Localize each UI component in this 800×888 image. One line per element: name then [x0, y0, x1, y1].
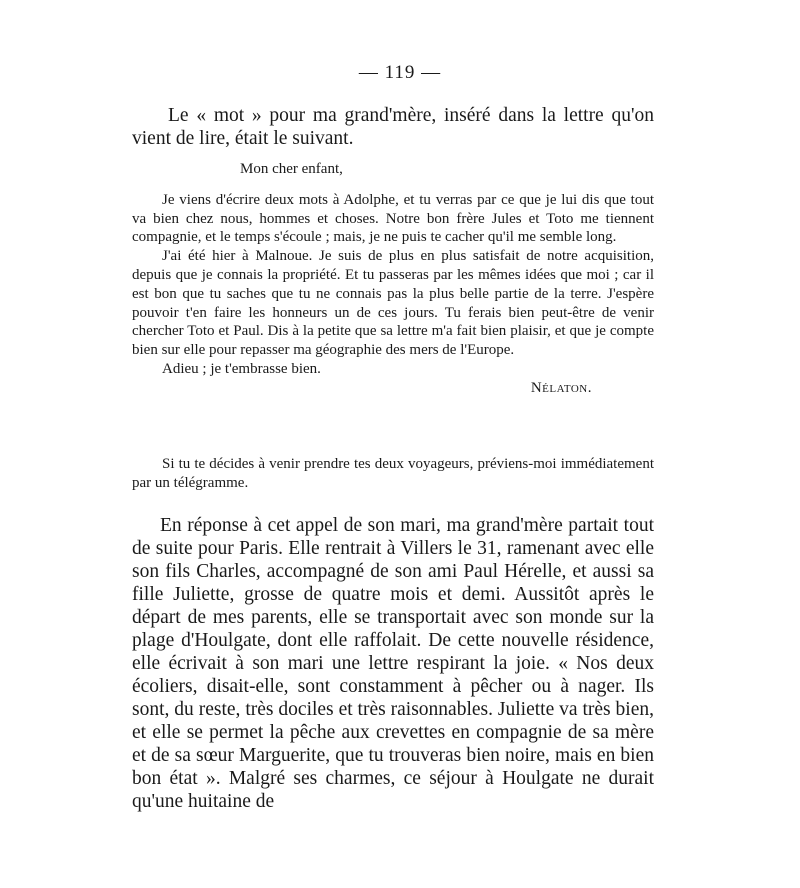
intro-text: Le « mot » pour ma grand'mère, inséré dans la lettre qu'on vient de lire, était le suivant. — [132, 105, 654, 149]
quoted-letter — [132, 160, 654, 398]
letter-paragraph: Je viens d'écrire deux mots à Adolphe, et tu verras par ce que je lui dis que tout va bien chez nous, hommes et choses. Notre bon frère Jules et Toto me tiennent compagnie, et le temps s'écoule ; mais, je ne puis te cacher qu'il me semble long. — [132, 191, 654, 246]
postscript-text: Si tu te décides à venir prendre tes deux voyageurs, préviens-moi immédiatement par un télégramme. — [132, 456, 654, 491]
letter-postscript — [132, 455, 654, 493]
letter-signature: Nélaton. — [530, 379, 592, 396]
page-number: — 119 — — [358, 62, 442, 83]
letter-paragraph: J'ai été hier à Malnoue. Je suis de plus en plus satisfait de notre acquisition, depuis que je connais la propriété. Et tu passeras par les mêmes idées que moi ; car il est bon que tu saches que tu ne connais pas la plus belle partie de la terre. J'espère pouvoir t'en faire les honneurs un de ces jours. Tu ferais bien peut-être de venir chercher Toto et Paul. Dis à la petite que sa lettre m'a fait bien plaisir, et que je compte bien sur elle pour repasser ma géographie des mers de l'Europe. — [132, 248, 654, 359]
narrative-text: En réponse à cet appel de son mari, ma grand'mère partait tout de suite pour Paris. Elle rentrait à Villers le 31, ramenant avec elle son fils Charles, accompagné de son ami Paul Hérelle, et aussi sa fille Juliette, grosse de quatre mois et demi. Aussitôt après le départ de mes parents, elle se transportait avec son monde sur la plage d'Houlgate, dont elle raffolait. De cette nouvelle résidence, elle écrivait à son mari une lettre respirant la joie. « Nos deux écoliers, disait-elle, sont constamment à pêcher ou à nager. Ils sont, du reste, très dociles et très raisonnables. Juliette va très bien, et elle se permet la pêche aux crevettes en compagnie de sa mère et de sa sœur Marguerite, que tu trouveras bien noire, mais en bien bon état ». Malgré ses charmes, ce séjour à Houlgate ne durait qu'une huitaine de — [132, 515, 654, 812]
letter-paragraph: Adieu ; je t'embrasse bien. — [162, 360, 321, 377]
intro-paragraph — [132, 104, 654, 150]
narrative-paragraph — [132, 514, 654, 813]
letter-salutation: Mon cher enfant, — [240, 161, 343, 177]
